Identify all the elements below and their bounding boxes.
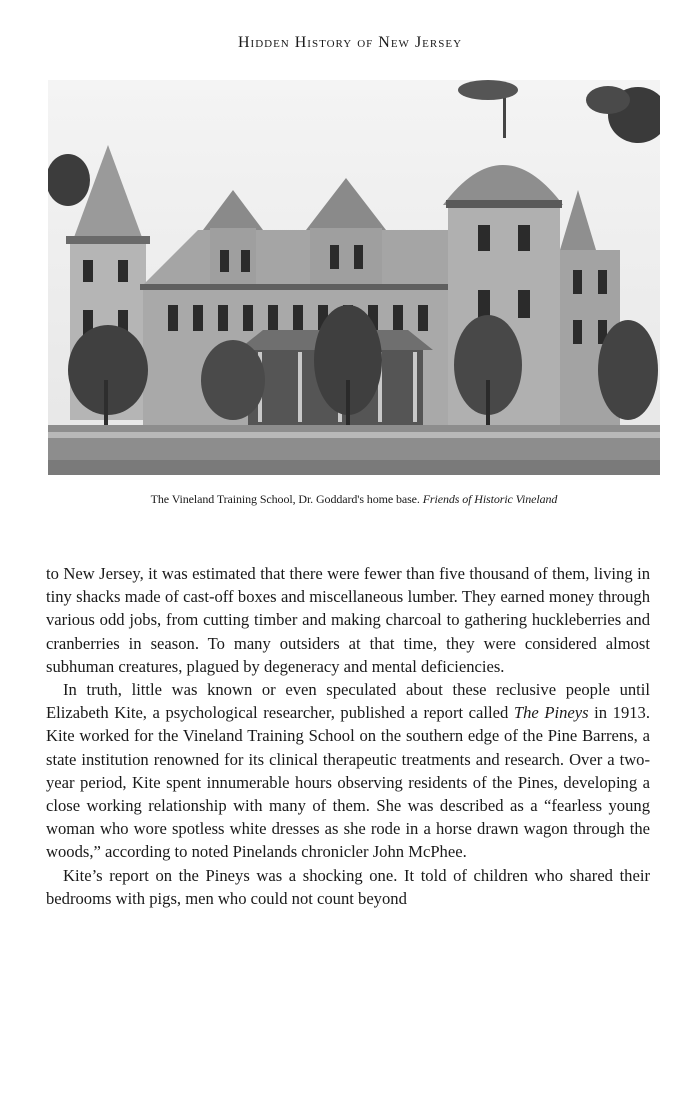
figure-caption: [48, 492, 660, 507]
historic-photo: [48, 80, 660, 475]
body-text: [46, 562, 650, 910]
paragraph: [46, 864, 650, 910]
text-run: Kite’s report on the Pineys was a shocking one. It told of children who shared their bedrooms with pigs, men who could not count beyond: [46, 865, 650, 908]
building-illustration: [48, 80, 660, 475]
running-head: Hidden History of New Jersey: [237, 34, 463, 51]
paragraph: [46, 678, 650, 864]
text-run: to New Jersey, it was estimated that there were fewer than five thousand of them, living in tiny shacks made of cast-off boxes and miscellaneous lumber. They earned money through various odd jobs, from cutting timber and making charcoal to gathering huckleberries and cranberries in season. To many outsiders at that time, they were considered almost subhuman creatures, plagued by degeneracy and mental deficiencies.: [46, 564, 650, 676]
caption-credit: Friends of Historic Vineland: [422, 492, 558, 506]
paragraph: [46, 562, 650, 678]
text-run: In truth, little was known or even speculated about these reclusive people until Elizabeth Kite, a psychological researcher, published a report called: [46, 680, 650, 723]
text-run: in 1913. Kite worked for the Vineland Training School on the southern edge of the Pine Barrens, a state institution renowned for its clinical therapeutic treatments and research. Over a two-year period, Kite spent innumerable hours observing residents of the Pines, developing a close working relationship with many of them. She was described as a “fearless young woman who wore spotless white dresses as she rode in a horse drawn wagon through the woods,” according to noted Pinelands chronicler John McPhee.: [46, 703, 650, 862]
caption-text: The Vineland Training School, Dr. Goddard's home base.: [150, 492, 420, 506]
italic-title: The Pineys: [513, 703, 589, 723]
